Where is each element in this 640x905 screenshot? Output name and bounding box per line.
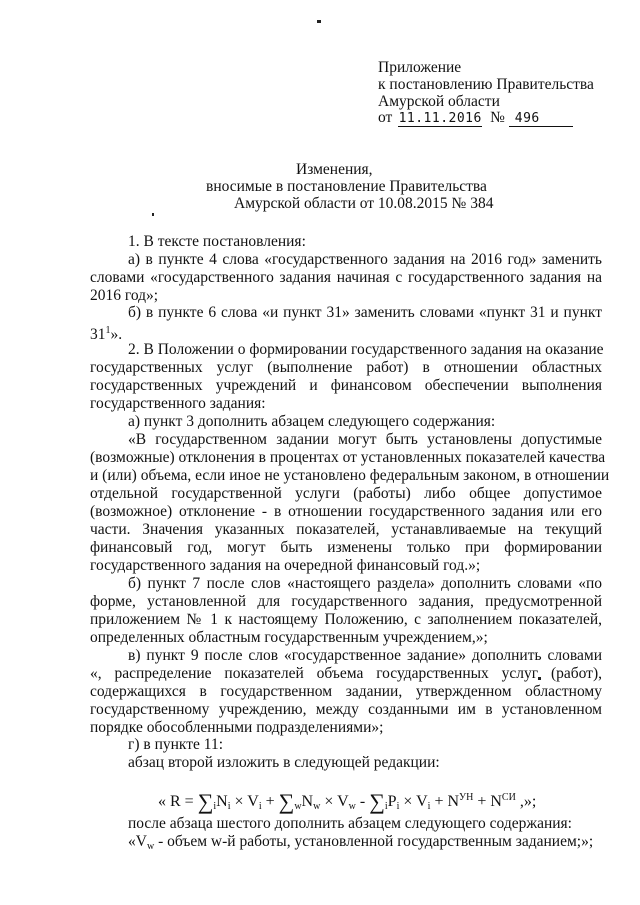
date-value: 11.11.2016 [398,111,482,126]
section-2-line-1: 2. В Положении о формировании государственного задания на оказание [128,341,604,358]
item-2b-line-1: б) пункт 7 после слов «настоящего раздела» дополнить словами «по [128,575,602,592]
item-2v-line-2: «, распределение показателей объема государственных услуг (работ), [90,665,602,682]
sum-index-i: i [384,801,388,812]
vw-text: - объем w-й работы, установленной государственным заданием;»; [154,833,594,850]
scan-speck [152,213,154,216]
item-1b-tail: ». [110,326,123,343]
scan-speck [317,20,321,23]
sum-symbol: ∑ [278,789,295,814]
quote-1-line-3: и (или) объема, если иное не установлено федеральным законом, в отношении [90,467,610,484]
section-1-heading: 1. В тексте постановления: [128,233,306,250]
item-1b-line-1: б) в пункте 6 слова «и пункт 31» заменить словами «пункт 31 и пункт [128,304,602,321]
number-sign: № [490,109,505,126]
header-date-line [378,108,573,127]
item-1a-line-1: а) в пункте 4 слова «государственного задания на 2016 год» заменить [128,251,602,268]
quote-1-line-4: отдельной государственной услуги (работы) либо общее допустимое [90,485,602,502]
item-2b-line-4: определенных областным государственным учреждением,»; [90,629,488,646]
sum-index-w: w [294,801,302,812]
formula-sub-i: i [396,801,400,812]
formula-n-si: + N [473,793,502,810]
vw-open: «V [128,833,147,850]
item-2a: а) пункт 3 дополнить абзацем следующего содержания: [128,413,496,430]
item-1b-line-2 [90,321,122,344]
vw-definition [128,832,593,856]
sum-index-i: i [213,801,217,812]
formula-sup-si: СИ [501,792,516,803]
item-2g: г) в пункте 11: [128,736,224,753]
formula-sub-w: w [348,801,356,812]
title-line-1: Изменения, [296,161,373,178]
header-region: Амурской области [378,93,500,110]
formula-n-un: + N [430,793,460,810]
title-line-3: Амурской области от 10.08.2015 № 384 [234,195,494,212]
item-1a-line-3: 2016 год»; [90,287,159,304]
formula-close: ,»; [515,793,537,810]
formula-sup-un: УН [459,792,474,803]
section-2-line-3: государственных учреждений и финансовом обеспечении выполнения [90,377,602,394]
sum-symbol: ∑ [197,789,214,814]
item-2b-line-2: форме, установленной для государственного задания, предусмотренной [90,593,602,610]
quote-1-line-5: (возможное) отклонение - в отношении государственного задания или его [90,503,602,520]
formula-n: N [216,793,228,810]
item-2v-line-1: в) пункт 9 после слов «государственное задание» дополнить словами [128,647,602,664]
formula-minus: - [355,793,370,810]
item-1a-line-2: словами «государственного задания начиная с государственного задания на [90,269,602,286]
formula-sub-i: i [258,801,262,812]
section-2-line-4: государственного задания: [90,395,266,412]
formula-p: P [387,793,397,810]
formula-v: × V [320,793,349,810]
date-prefix: от [378,109,393,126]
header-appendix: Приложение [378,59,462,76]
quote-1-line-7: финансовый год, могут быть изменены только при формировании [90,539,602,556]
quote-1-line-6: части. Значения указанных показателей, устанавливаемые на текущий [90,521,602,538]
after-formula-text: после абзаца шестого дополнить абзацем следующего содержания: [128,815,572,832]
formula-sub-w: w [313,801,321,812]
sum-symbol: ∑ [369,789,385,814]
formula-plus: + [261,793,279,810]
quote-1-line-8: государственного задания на очередной финансовый год.»; [90,557,481,574]
formula-open: « R = [158,793,198,810]
item-1b-superscript: 1 [105,325,111,336]
item-1b-ref: 31 [90,326,106,343]
formula-sub-i: i [227,801,231,812]
formula-sub-i: i [427,801,431,812]
quote-1-line-2: (возможные) отклонения в процентах от установленных показателей качества [90,449,606,466]
quote-1-line-1: «В государственном задании могут быть установлены допустимые [128,431,602,448]
section-2-line-2: государственных услуг (выполнение работ) в отношении областных [90,359,602,376]
item-2g-sub: абзац второй изложить в следующей редакции: [128,754,440,771]
vw-subscript: w [146,841,155,852]
item-2b-line-3: приложением № 1 к настоящему Положению, с заполнением показателей, [90,611,602,628]
formula-n: N [301,793,314,810]
title-line-2: вносимые в постановление Правительства [206,178,487,195]
number-value: 496 [509,111,573,127]
formula-v: × V [230,793,259,810]
item-2v-line-5: порядке обособленными подразделениями»; [90,719,384,736]
item-2v-line-3: содержащихся в государственном задании, утвержденном областному [90,683,602,700]
formula-v: × V [399,793,428,810]
item-2v-line-4: государственному учреждению, между созданными им в установленном [90,701,602,718]
header-resolution: к постановлению Правительства [378,76,594,93]
